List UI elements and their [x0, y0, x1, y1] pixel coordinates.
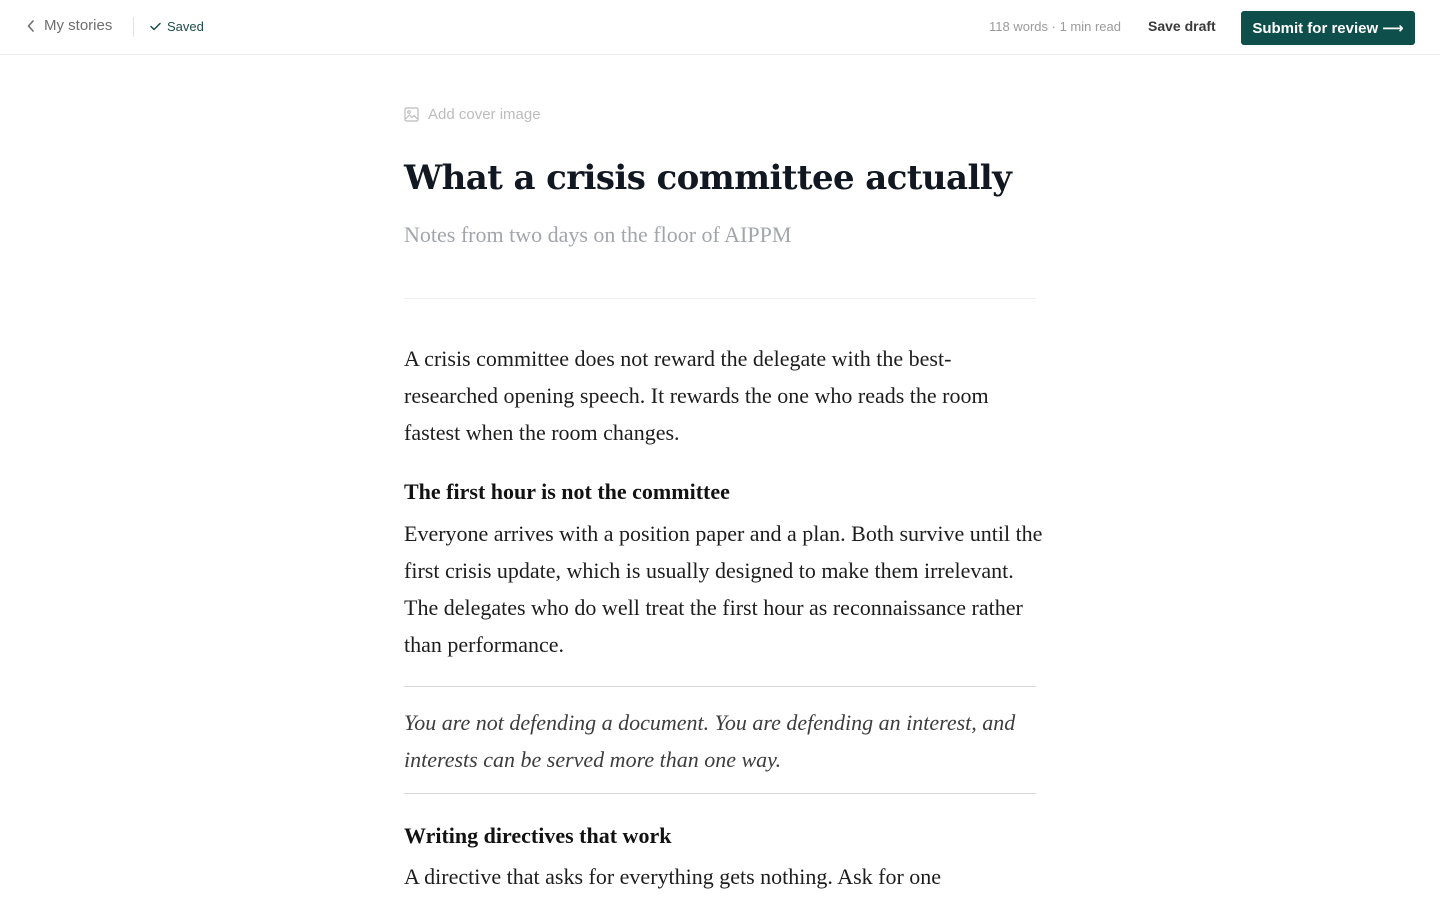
- arrow-right-icon: ⟶: [1382, 20, 1404, 37]
- pullquote[interactable]: You are not defending a document. You are defending an interest, and interests can be served more than one way.: [404, 710, 1016, 772]
- chevron-left-icon: [26, 19, 36, 33]
- section-heading-first-hour[interactable]: The first hour is not the committee: [404, 479, 730, 504]
- top-bar: [0, 0, 1440, 55]
- story-subtitle[interactable]: Notes from two days on the floor of AIPPM: [404, 222, 792, 247]
- saved-status: [150, 19, 204, 34]
- check-icon: [150, 22, 161, 31]
- section-paragraph-directives[interactable]: A directive that asks for everything gets nothing. Ask for one: [404, 864, 942, 889]
- back-to-stories-link[interactable]: [26, 17, 112, 34]
- save-draft-button[interactable]: Save draft: [1148, 18, 1216, 34]
- back-link-label: My stories: [44, 17, 113, 34]
- pullquote-bottom-rule: [404, 793, 1036, 794]
- story-title[interactable]: What a crisis committee actually: [404, 158, 1012, 198]
- submit-label: Submit for review: [1252, 19, 1379, 37]
- section-heading-directives[interactable]: Writing directives that work: [404, 823, 672, 848]
- submit-for-review-button[interactable]: [1241, 11, 1415, 45]
- pullquote-top-rule: [404, 686, 1036, 687]
- image-icon: [404, 107, 419, 122]
- topbar-divider: [133, 17, 134, 37]
- saved-label: Saved: [167, 19, 204, 34]
- intro-paragraph[interactable]: A crisis committee does not reward the delegate with the best-researched opening speech. It rewards the one who reads the room fastest when the room changes.: [404, 346, 989, 445]
- word-count: 118 words · 1 min read: [989, 19, 1121, 34]
- section-paragraph-first-hour[interactable]: Everyone arrives with a position paper and a plan. Both survive until the first crisis update, which is usually designed to make them irrelevant. The delegates who do well treat the first hour as reconnaissance rather than performance.: [404, 521, 1043, 657]
- add-cover-image-button[interactable]: [404, 106, 541, 123]
- add-cover-image-label: Add cover image: [428, 106, 541, 123]
- title-divider: [404, 298, 1036, 299]
